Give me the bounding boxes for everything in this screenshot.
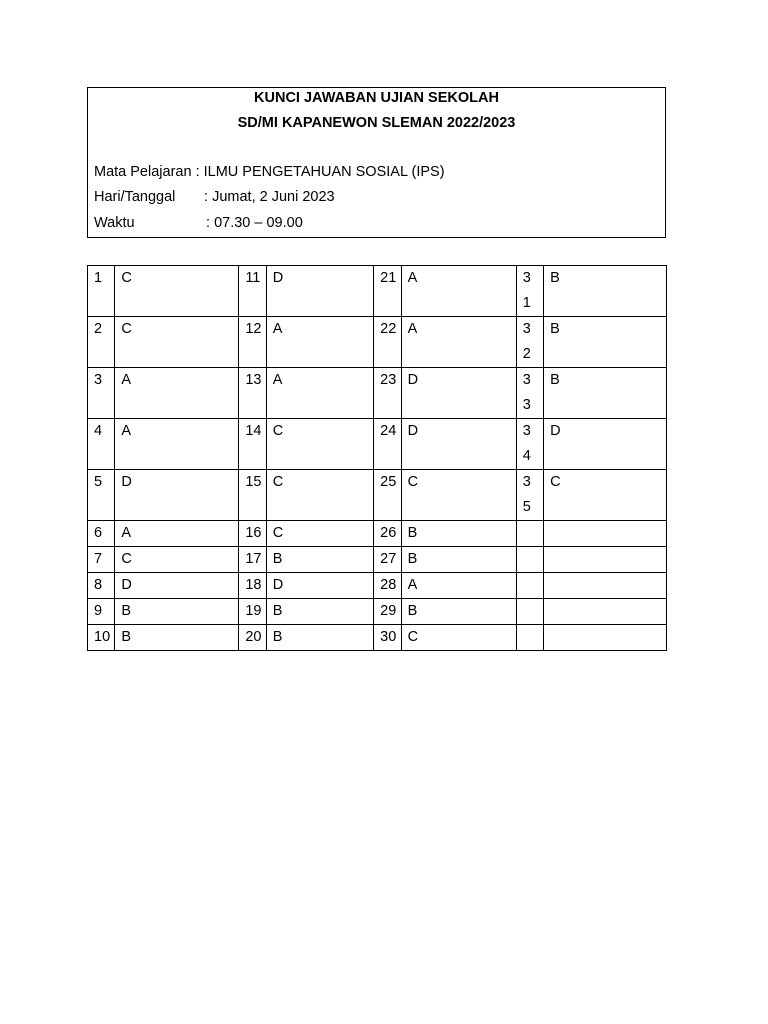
question-number-cell xyxy=(88,470,115,521)
answer-letter-cell xyxy=(401,625,516,651)
answer-letter-cell xyxy=(401,419,516,470)
question-number-cell xyxy=(374,599,401,625)
answer-letter: B xyxy=(407,525,418,541)
question-number: 33 xyxy=(522,372,531,413)
answer-letter: A xyxy=(407,270,418,286)
question-number-cell xyxy=(516,266,543,317)
answer-letter: B xyxy=(272,603,283,619)
exam-header-box xyxy=(87,87,666,238)
answer-key-body xyxy=(88,266,667,651)
question-number-cell xyxy=(374,521,401,547)
question-number-cell xyxy=(516,625,543,651)
question-number-cell xyxy=(374,266,401,317)
answer-letter-cell xyxy=(544,521,667,547)
answer-letter-cell xyxy=(544,547,667,573)
answer-letter: C xyxy=(550,474,561,490)
answer-letter-cell xyxy=(401,547,516,573)
answer-letter-cell xyxy=(401,317,516,368)
question-number-cell xyxy=(516,521,543,547)
table-row xyxy=(88,521,667,547)
answer-letter-cell xyxy=(401,573,516,599)
question-number: 21 xyxy=(380,270,397,286)
answer-letter-cell xyxy=(115,573,239,599)
question-number-cell xyxy=(516,547,543,573)
document-subtitle: SD/MI KAPANEWON SLEMAN 2022/2023 xyxy=(237,115,516,131)
answer-letter: B xyxy=(407,603,418,619)
answer-letter-cell xyxy=(544,599,667,625)
question-number-cell xyxy=(374,547,401,573)
subject-label: Mata Pelajaran xyxy=(94,164,192,180)
answer-letter-cell xyxy=(115,470,239,521)
table-row xyxy=(88,419,667,470)
question-number: 16 xyxy=(245,525,262,541)
question-number-cell xyxy=(88,547,115,573)
time-value: : 07.30 – 09.00 xyxy=(206,215,303,231)
question-number: 6 xyxy=(94,525,103,541)
question-number-cell xyxy=(88,599,115,625)
question-number: 23 xyxy=(380,372,397,388)
answer-letter-cell xyxy=(266,521,373,547)
table-row xyxy=(88,470,667,521)
answer-letter: B xyxy=(550,372,560,388)
question-number-cell xyxy=(239,470,266,521)
subject-value: : ILMU PENGETAHUAN SOSIAL (IPS) xyxy=(195,164,445,180)
answer-letter-cell xyxy=(544,419,667,470)
question-number-cell xyxy=(516,419,543,470)
question-number-cell xyxy=(239,419,266,470)
answer-letter-cell xyxy=(115,368,239,419)
question-number-cell xyxy=(88,368,115,419)
question-number-cell xyxy=(239,625,266,651)
question-number: 24 xyxy=(380,423,397,439)
document-title: KUNCI JAWABAN UJIAN SEKOLAH xyxy=(254,90,499,106)
answer-letter-cell xyxy=(115,547,239,573)
question-number-cell xyxy=(374,470,401,521)
answer-letter-cell xyxy=(544,573,667,599)
answer-letter: B xyxy=(121,629,132,645)
answer-letter-cell xyxy=(266,547,373,573)
question-number-cell xyxy=(516,573,543,599)
question-number: 14 xyxy=(245,423,262,439)
question-number: 7 xyxy=(94,551,103,567)
answer-letter-cell xyxy=(266,419,373,470)
question-number-cell xyxy=(88,317,115,368)
question-number: 18 xyxy=(245,577,262,593)
question-number: 29 xyxy=(380,603,397,619)
answer-letter: A xyxy=(121,525,132,541)
answer-letter: B xyxy=(272,629,283,645)
question-number-cell xyxy=(88,573,115,599)
answer-letter-cell xyxy=(544,317,667,368)
answer-letter-cell xyxy=(266,599,373,625)
question-number-cell xyxy=(374,419,401,470)
question-number: 26 xyxy=(380,525,397,541)
answer-letter: C xyxy=(407,629,419,645)
question-number-cell xyxy=(239,521,266,547)
answer-letter-cell xyxy=(544,625,667,651)
question-number-cell xyxy=(516,317,543,368)
table-row xyxy=(88,368,667,419)
question-number-cell xyxy=(516,599,543,625)
answer-letter-cell xyxy=(544,368,667,419)
answer-letter: B xyxy=(407,551,418,567)
date-label: Hari/Tanggal xyxy=(94,189,176,205)
answer-letter-cell xyxy=(266,368,373,419)
subject-row xyxy=(94,163,445,181)
question-number-cell xyxy=(88,521,115,547)
table-row xyxy=(88,599,667,625)
answer-letter: A xyxy=(272,372,283,388)
answer-letter-cell xyxy=(266,266,373,317)
question-number: 8 xyxy=(94,577,103,593)
question-number-cell xyxy=(88,266,115,317)
table-row xyxy=(88,317,667,368)
table-row xyxy=(88,625,667,651)
answer-letter-cell xyxy=(115,521,239,547)
answer-letter-cell xyxy=(544,470,667,521)
answer-letter-cell xyxy=(115,625,239,651)
time-row xyxy=(94,214,303,232)
question-number: 34 xyxy=(522,423,531,464)
question-number: 35 xyxy=(522,474,531,515)
question-number-cell xyxy=(239,599,266,625)
question-number-cell xyxy=(516,368,543,419)
answer-letter: A xyxy=(272,321,283,337)
question-number: 25 xyxy=(380,474,397,490)
answer-letter: A xyxy=(407,577,418,593)
question-number: 22 xyxy=(380,321,397,337)
question-number: 32 xyxy=(522,321,531,362)
question-number-cell xyxy=(239,573,266,599)
answer-letter-cell xyxy=(401,599,516,625)
answer-letter-cell xyxy=(401,266,516,317)
question-number: 9 xyxy=(94,603,103,619)
question-number-cell xyxy=(374,368,401,419)
question-number-cell xyxy=(239,547,266,573)
answer-letter: C xyxy=(272,474,284,490)
answer-letter-cell xyxy=(115,266,239,317)
table-row xyxy=(88,573,667,599)
answer-letter: B xyxy=(550,321,560,337)
question-number-cell xyxy=(88,419,115,470)
question-number: 20 xyxy=(245,629,262,645)
answer-letter-cell xyxy=(115,419,239,470)
question-number-cell xyxy=(374,625,401,651)
question-number: 3 xyxy=(94,372,103,388)
answer-letter: B xyxy=(272,551,283,567)
answer-letter-cell xyxy=(401,470,516,521)
question-number: 4 xyxy=(94,423,103,439)
question-number-cell xyxy=(239,368,266,419)
table-row xyxy=(88,547,667,573)
answer-letter: D xyxy=(407,423,419,439)
answer-letter: C xyxy=(121,551,132,567)
question-number: 15 xyxy=(245,474,262,490)
answer-letter: C xyxy=(407,474,419,490)
answer-letter-cell xyxy=(266,625,373,651)
answer-letter: D xyxy=(550,423,561,439)
table-row xyxy=(88,266,667,317)
answer-letter: A xyxy=(121,372,132,388)
answer-letter: C xyxy=(272,423,284,439)
answer-letter-cell xyxy=(401,368,516,419)
question-number: 12 xyxy=(245,321,262,337)
date-row xyxy=(94,188,335,206)
question-number: 19 xyxy=(245,603,262,619)
answer-letter: B xyxy=(550,270,560,286)
answer-letter: D xyxy=(121,577,132,593)
answer-letter-cell xyxy=(266,317,373,368)
answer-letter: B xyxy=(121,603,132,619)
time-label: Waktu xyxy=(94,215,135,231)
question-number: 11 xyxy=(245,270,261,286)
answer-letter-cell xyxy=(115,599,239,625)
question-number: 17 xyxy=(245,551,262,567)
question-number: 27 xyxy=(380,551,397,567)
question-number-cell xyxy=(374,317,401,368)
answer-letter-cell xyxy=(266,470,373,521)
date-value: : Jumat, 2 Juni 2023 xyxy=(204,189,335,205)
answer-letter: C xyxy=(272,525,284,541)
answer-letter-cell xyxy=(401,521,516,547)
question-number: 30 xyxy=(380,629,397,645)
question-number: 28 xyxy=(380,577,397,593)
answer-letter: C xyxy=(121,321,132,337)
answer-letter-cell xyxy=(115,317,239,368)
question-number: 31 xyxy=(522,270,531,311)
question-number-cell xyxy=(374,573,401,599)
question-number-cell xyxy=(239,266,266,317)
answer-letter: C xyxy=(121,270,132,286)
question-number: 2 xyxy=(94,321,103,337)
question-number-cell xyxy=(88,625,115,651)
answer-letter-cell xyxy=(266,573,373,599)
question-number-cell xyxy=(516,470,543,521)
question-number: 10 xyxy=(94,629,111,645)
question-number: 1 xyxy=(94,270,103,286)
answer-letter: D xyxy=(272,577,284,593)
answer-letter: A xyxy=(407,321,418,337)
answer-letter: A xyxy=(121,423,132,439)
question-number: 13 xyxy=(245,372,262,388)
question-number: 5 xyxy=(94,474,103,490)
answer-letter: D xyxy=(407,372,419,388)
answer-letter: D xyxy=(272,270,284,286)
question-number-cell xyxy=(239,317,266,368)
answer-letter: D xyxy=(121,474,132,490)
answer-letter-cell xyxy=(544,266,667,317)
answer-key-table xyxy=(87,265,667,651)
